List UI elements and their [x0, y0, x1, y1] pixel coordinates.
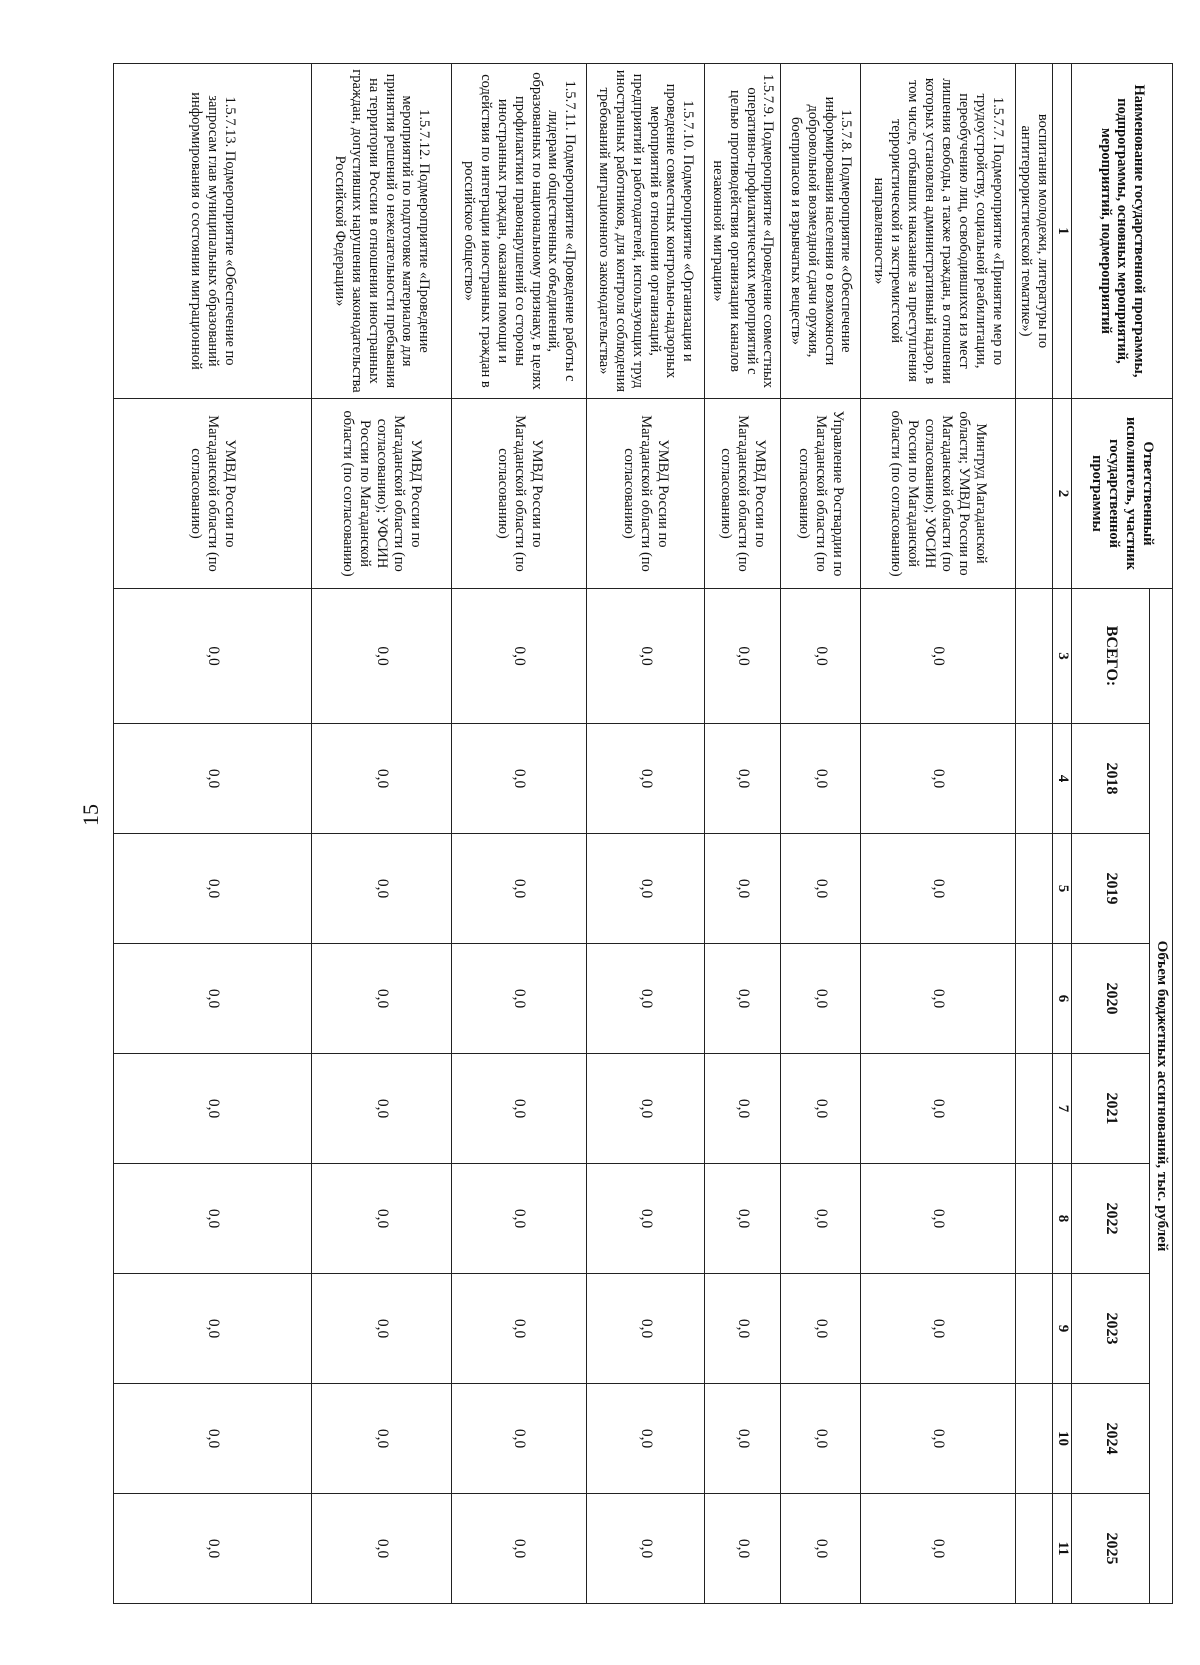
header-year: 2018	[1072, 724, 1150, 834]
row-value: 0,0	[861, 1054, 1016, 1164]
column-number: 10	[1053, 1384, 1072, 1494]
row-value: 0,0	[705, 724, 781, 834]
table-row	[312, 64, 452, 1604]
row-value: 0,0	[781, 1164, 861, 1274]
row-value: 0,0	[312, 834, 452, 944]
row-value: 0,0	[861, 944, 1016, 1054]
row-executor: Минтруд Магаданской области; УМВД России по Магаданской области (по согласованию); УФСИН России по Магаданской области (по согласованию)	[861, 399, 1016, 589]
row-value: 0,0	[781, 1274, 861, 1384]
row-executor: УМВД России по Магаданской области (по согласованию)	[705, 399, 781, 589]
row-value: 0,0	[312, 1384, 452, 1494]
table-row	[861, 64, 1016, 1604]
row-value: 0,0	[114, 1164, 312, 1274]
table-row	[1016, 64, 1053, 1604]
row-value: 0,0	[587, 1054, 705, 1164]
row-value: 0,0	[312, 724, 452, 834]
row-value: 0,0	[452, 1054, 587, 1164]
table-row	[587, 64, 705, 1604]
row-value: 0,0	[705, 1054, 781, 1164]
row-value	[1016, 834, 1053, 944]
header-year: 2019	[1072, 834, 1150, 944]
row-value: 0,0	[587, 1494, 705, 1604]
row-value	[1016, 1054, 1053, 1164]
row-value: 0,0	[861, 834, 1016, 944]
row-value: 0,0	[781, 944, 861, 1054]
row-value: 0,0	[781, 589, 861, 724]
column-number: 8	[1053, 1164, 1072, 1274]
row-value: 0,0	[114, 1054, 312, 1164]
row-value: 0,0	[452, 724, 587, 834]
header-year: 2023	[1072, 1274, 1150, 1384]
row-value: 0,0	[705, 1384, 781, 1494]
row-value: 0,0	[312, 1054, 452, 1164]
row-name: 1.5.7.11. Подмероприятие «Проведение работы с лидерами общественных объединений, образованных по национальному признаку, в целях профилактики правонарушений со стороны иностранных граждан, оказания помощи и содействия по интеграции иностранных граждан в российское общество»	[452, 64, 587, 399]
row-value: 0,0	[781, 834, 861, 944]
rotated-table-container	[113, 63, 1173, 1603]
column-number: 9	[1053, 1274, 1072, 1384]
row-value: 0,0	[781, 724, 861, 834]
row-value: 0,0	[705, 589, 781, 724]
row-value: 0,0	[312, 589, 452, 724]
header-year: 2020	[1072, 944, 1150, 1054]
column-number: 5	[1053, 834, 1072, 944]
row-executor: УМВД России по Магаданской области (по согласованию)	[587, 399, 705, 589]
row-value: 0,0	[861, 589, 1016, 724]
header-year: 2025	[1072, 1494, 1150, 1604]
column-number: 11	[1053, 1494, 1072, 1604]
row-value	[1016, 944, 1053, 1054]
row-value: 0,0	[312, 944, 452, 1054]
row-value: 0,0	[114, 1494, 312, 1604]
header-budget: Объем бюджетных ассигнований, тыс. рублей	[1150, 589, 1173, 1604]
row-name: воспитания молодежи, литературы по антитеррористической тематике»)	[1016, 64, 1053, 399]
row-value: 0,0	[312, 1274, 452, 1384]
row-value: 0,0	[781, 1494, 861, 1604]
column-number: 2	[1053, 399, 1072, 589]
row-value	[1016, 1384, 1053, 1494]
row-value: 0,0	[452, 944, 587, 1054]
row-value: 0,0	[452, 1384, 587, 1494]
table-row	[705, 64, 781, 1604]
row-value: 0,0	[705, 834, 781, 944]
table-row	[452, 64, 587, 1604]
column-number: 3	[1053, 589, 1072, 724]
row-value: 0,0	[452, 589, 587, 724]
header-name-column: Наименование государственной программы, подпрограммы, основных мероприятий, мероприятий, подмероприятий	[1072, 64, 1173, 399]
row-value: 0,0	[114, 724, 312, 834]
row-value: 0,0	[587, 724, 705, 834]
row-value: 0,0	[705, 944, 781, 1054]
row-value: 0,0	[114, 589, 312, 724]
header-total: ВСЕГО:	[1072, 589, 1150, 724]
budget-table	[113, 63, 1173, 1604]
column-number: 6	[1053, 944, 1072, 1054]
row-value: 0,0	[587, 1164, 705, 1274]
row-value: 0,0	[312, 1494, 452, 1604]
row-name: 1.5.7.10. Подмероприятие «Организация и проведение совместных контрольно-надзорных мероприятий в отношении организаций, предприятий и работодателей, использующих труд иностранных работников, для контроля соблюдения требований миграционного законодательства»	[587, 64, 705, 399]
row-value	[1016, 1164, 1053, 1274]
row-value: 0,0	[861, 1164, 1016, 1274]
row-value: 0,0	[705, 1494, 781, 1604]
row-value: 0,0	[587, 1384, 705, 1494]
row-value: 0,0	[705, 1274, 781, 1384]
row-value: 0,0	[587, 834, 705, 944]
row-name: 1.5.7.8. Подмероприятие «Обеспечение информирования населения о возможности добровольной возмездной сдачи оружия, боеприпасов и взрывчатых веществ»	[781, 64, 861, 399]
row-value: 0,0	[114, 1384, 312, 1494]
row-value: 0,0	[114, 1274, 312, 1384]
row-value: 0,0	[861, 724, 1016, 834]
row-value: 0,0	[781, 1384, 861, 1494]
row-executor: УМВД России по Магаданской области (по согласованию); УФСИН России по Магаданской области (по согласованию)	[312, 399, 452, 589]
row-value	[1016, 1494, 1053, 1604]
row-value: 0,0	[587, 1274, 705, 1384]
row-name: 1.5.7.13. Подмероприятие «Обеспечение по запросам глав муниципальных образований информирования о состоянии миграционной	[114, 64, 312, 399]
row-value: 0,0	[861, 1274, 1016, 1384]
row-value: 0,0	[452, 1494, 587, 1604]
page-number: 15	[78, 804, 103, 826]
row-value: 0,0	[452, 1274, 587, 1384]
row-value: 0,0	[587, 944, 705, 1054]
row-value: 0,0	[312, 1164, 452, 1274]
row-value: 0,0	[861, 1384, 1016, 1494]
row-name: 1.5.7.7. Подмероприятие «Принятие мер по трудоустройству, социальной реабилитации, переобучению лиц, освободившихся из мест лишения свободы, а также граждан, в отношении которых установлен административный надзор, в том числе, отбывших наказание за преступления террористической и экстремистской направленности»	[861, 64, 1016, 399]
header-year: 2024	[1072, 1384, 1150, 1494]
header-executor-column: Ответственный исполнитель, участник государственной программы	[1072, 399, 1173, 589]
row-value	[1016, 1274, 1053, 1384]
row-value: 0,0	[587, 589, 705, 724]
column-numbers-row	[1053, 64, 1072, 1604]
column-number: 1	[1053, 64, 1072, 399]
table-row	[114, 64, 312, 1604]
row-value: 0,0	[705, 1164, 781, 1274]
row-value: 0,0	[781, 1054, 861, 1164]
row-executor: УМВД России по Магаданской области (по согласованию)	[114, 399, 312, 589]
row-value: 0,0	[861, 1494, 1016, 1604]
row-executor	[1016, 399, 1053, 589]
row-executor: УМВД России по Магаданской области (по согласованию)	[452, 399, 587, 589]
row-value	[1016, 589, 1053, 724]
header-year: 2021	[1072, 1054, 1150, 1164]
row-name: 1.5.7.9. Подмероприятие «Проведение совместных оперативно-профилактических мероприятий с целью противодействия организации каналов незаконной миграции»	[705, 64, 781, 399]
table-row	[781, 64, 861, 1604]
column-number: 4	[1053, 724, 1072, 834]
row-value: 0,0	[452, 834, 587, 944]
row-value: 0,0	[452, 1164, 587, 1274]
column-number: 7	[1053, 1054, 1072, 1164]
row-value	[1016, 724, 1053, 834]
row-name: 1.5.7.12. Подмероприятие «Проведение мероприятий по подготовке материалов для принятия решений о нежелательности пребывания на территории России в отношении иностранных граждан, допустивших нарушения законодательства Российской Федерации»	[312, 64, 452, 399]
row-value: 0,0	[114, 834, 312, 944]
row-executor: Управление Росгвардии по Магаданской области (по согласованию)	[781, 399, 861, 589]
row-value: 0,0	[114, 944, 312, 1054]
header-year: 2022	[1072, 1164, 1150, 1274]
